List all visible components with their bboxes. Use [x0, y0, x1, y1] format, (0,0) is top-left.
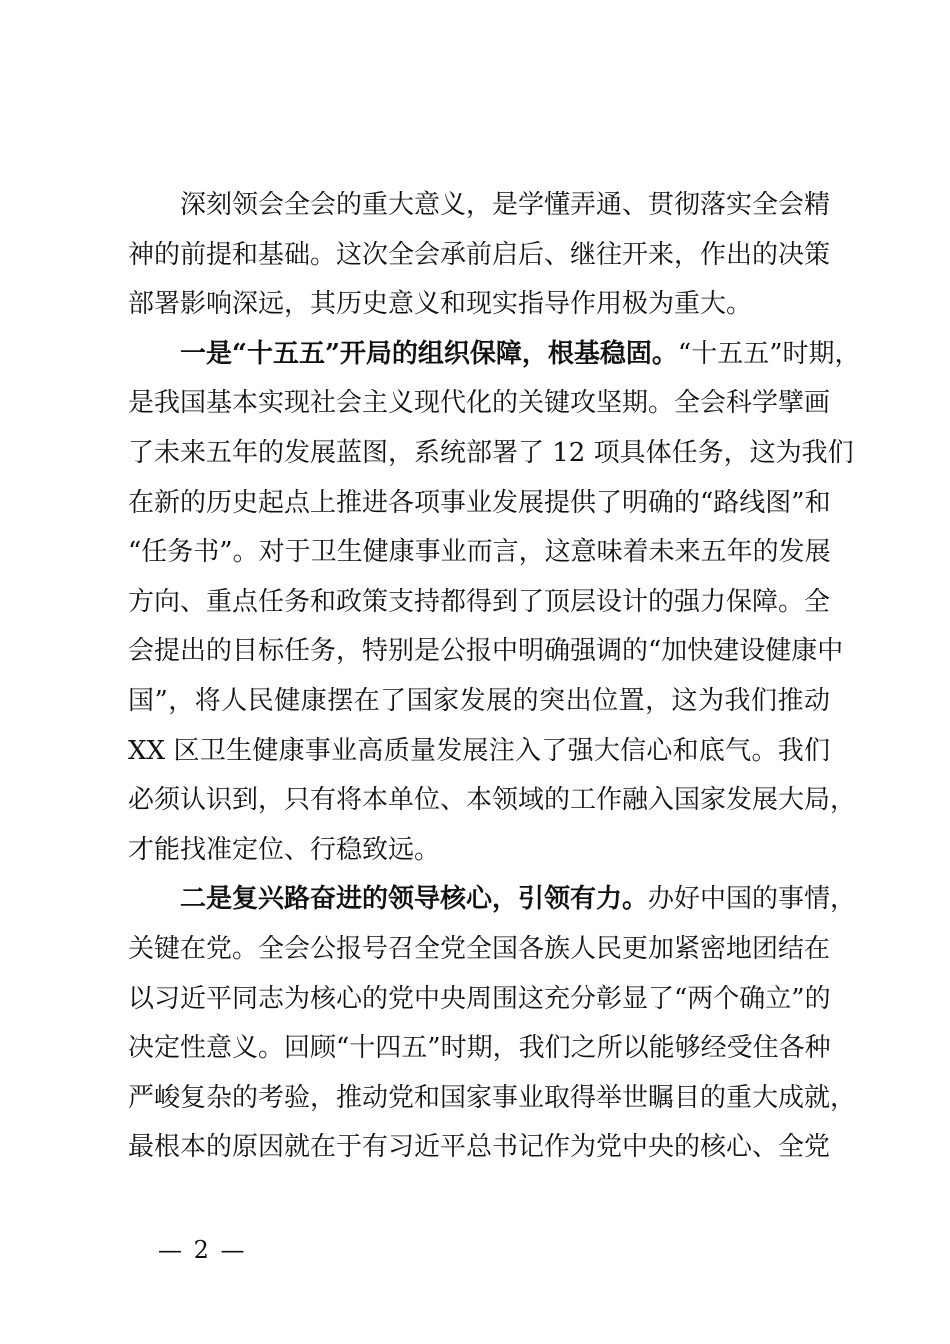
paragraph-1-line-3: 部署影响深远，其历史意义和现实指导作用极为重大。 [128, 289, 753, 320]
paragraph-2-line-10: 必须认识到，只有将本单位、本领域的工作融入国家发展大局， [128, 785, 857, 816]
paragraph-2-line-6: 方向、重点任务和政策支持都得到了顶层设计的强力保障。全 [128, 586, 831, 617]
paragraph-3-line-2: 关键在党。全会公报号召全党全国各族人民更加紧密地团结在 [128, 933, 831, 964]
paragraph-2-heading: 一是“十五五”开局的组织保障，根基稳固。 [180, 338, 678, 369]
paragraph-2-line-11: 才能找准定位、行稳致远。 [128, 834, 441, 865]
paragraph-2-line-4: 在新的历史起点上推进各项事业发展提供了明确的“路线图”和 [128, 487, 831, 518]
paragraph-1-line-2: 神的前提和基础。这次全会承前启后、继往开来，作出的决策 [128, 239, 831, 270]
paragraph-3-line-4: 决定性意义。回顾“十四五”时期，我们之所以能够经受住各种 [128, 1033, 831, 1064]
paragraph-2-line-9: XX 区卫生健康事业高质量发展注入了强大信心和底气。我们 [128, 735, 830, 766]
paragraph-1-line-1: 深刻领会全会的重大意义，是学懂弄通、贯彻落实全会精 [180, 190, 831, 220]
page-number: — 2 — [158, 1236, 247, 1264]
paragraph-2-line-2: 是我国基本实现社会主义现代化的关键攻坚期。全会科学擘画 [128, 388, 831, 419]
paragraph-2-first-rest: “十五五”时期， [677, 338, 861, 369]
paragraph-2-line-8: 国”，将人民健康摆在了国家发展的突出位置，这为我们推动 [128, 685, 830, 716]
paragraph-3-heading: 二是复兴路奋进的领导核心，引领有力。 [180, 884, 649, 915]
paragraph-2-line-7: 会提出的目标任务，特别是公报中明确强调的“加快建设健康中 [128, 636, 844, 667]
paragraph-3-line-3: 以习近平同志为核心的党中央周围这充分彰显了“两个确立”的 [128, 983, 831, 1014]
paragraph-3-line-1 [128, 875, 857, 925]
paragraph-3-line-6: 最根本的原因就在于有习近平总书记作为党中央的核心、全党 [128, 1132, 831, 1163]
paragraph-2-line-3: 了未来五年的发展蓝图，系统部署了 12 项具体任务，这为我们 [128, 437, 854, 468]
body-text [128, 181, 861, 1173]
paragraph-2-line-5: “任务书”。对于卫生健康事业而言，这意味着未来五年的发展 [128, 537, 831, 568]
paragraph-2-line-1 [128, 330, 861, 380]
paragraph-3-first-rest: 办好中国的事情， [648, 884, 857, 915]
paragraph-3-line-5: 严峻复杂的考验，推动党和国家事业取得举世瞩目的重大成就， [128, 1082, 857, 1113]
